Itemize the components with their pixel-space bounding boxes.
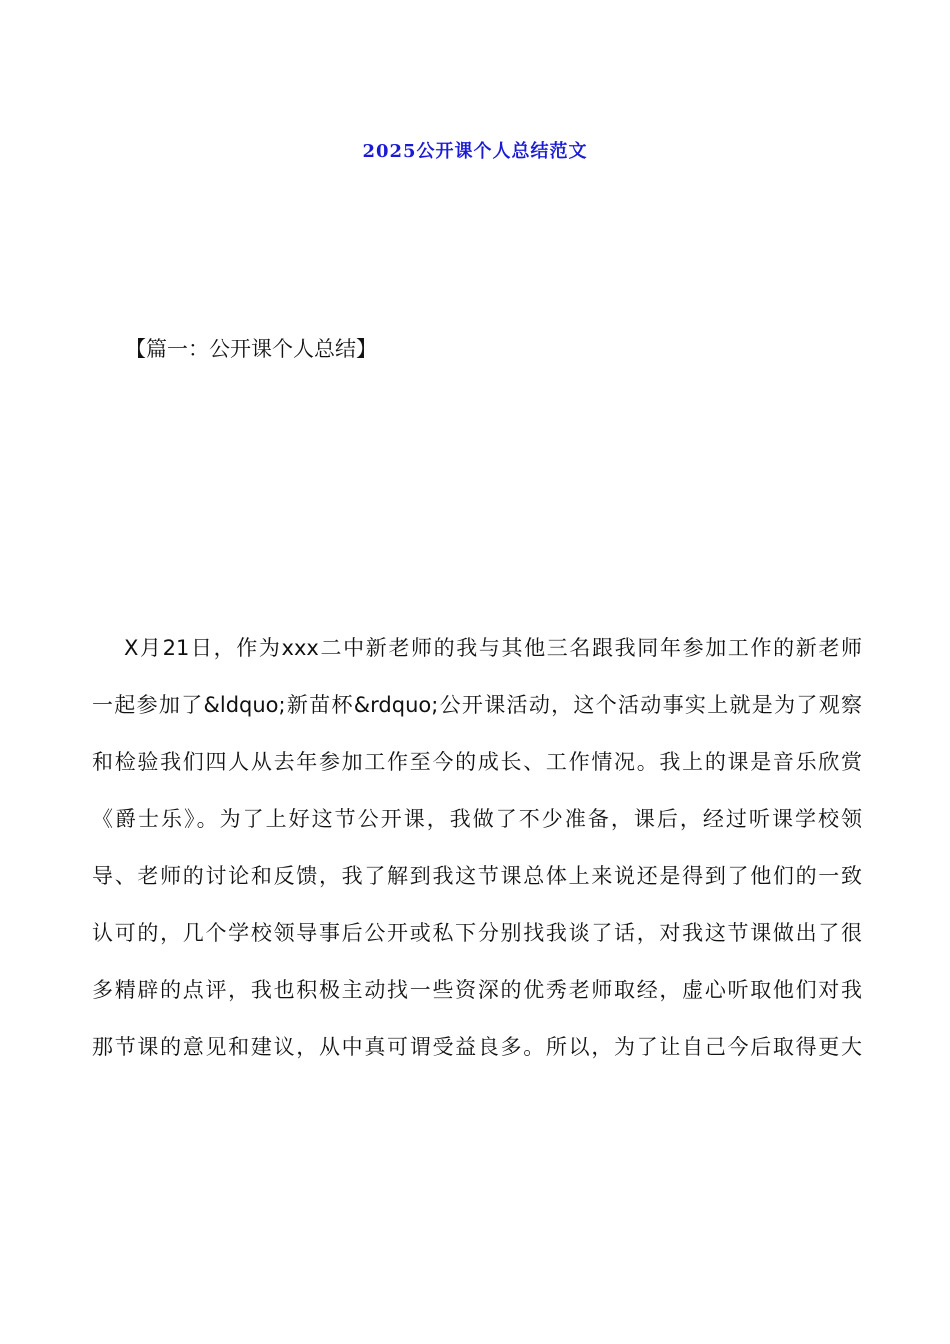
paragraph-line: 多精辟的点评，我也积极主动找一些资深的优秀老师取经，虚心听取他们对我 [92, 978, 862, 1002]
paragraph-line: 和检验我们四人从去年参加工作至今的成长、工作情况。我上的课是音乐欣赏 [92, 750, 862, 774]
document-title: 2025公开课个人总结范文 [362, 141, 588, 162]
body-paragraph [92, 628, 862, 1084]
paragraph-line: 那节课的意见和建议，从中真可谓受益良多。所以，为了让自己今后取得更大 [92, 1035, 862, 1059]
paragraph-line: 一起参加了&ldquo;新苗杯&rdquo;公开课活动，这个活动事实上就是为了观察 [92, 693, 862, 717]
paragraph-line: X月21日，作为xxx二中新老师的我与其他三名跟我同年参加工作的新老师 [124, 636, 862, 660]
paragraph-line: 《爵士乐》。为了上好这节公开课，我做了不少准备，课后，经过听课学校领 [92, 807, 862, 831]
paragraph-line: 认可的，几个学校领导事后公开或私下分别找我谈了话，对我这节课做出了很 [92, 921, 862, 945]
paragraph-line: 导、老师的讨论和反馈，我了解到我这节课总体上来说还是得到了他们的一致 [92, 864, 862, 888]
section-heading: 【篇一：公开课个人总结】 [125, 337, 377, 361]
